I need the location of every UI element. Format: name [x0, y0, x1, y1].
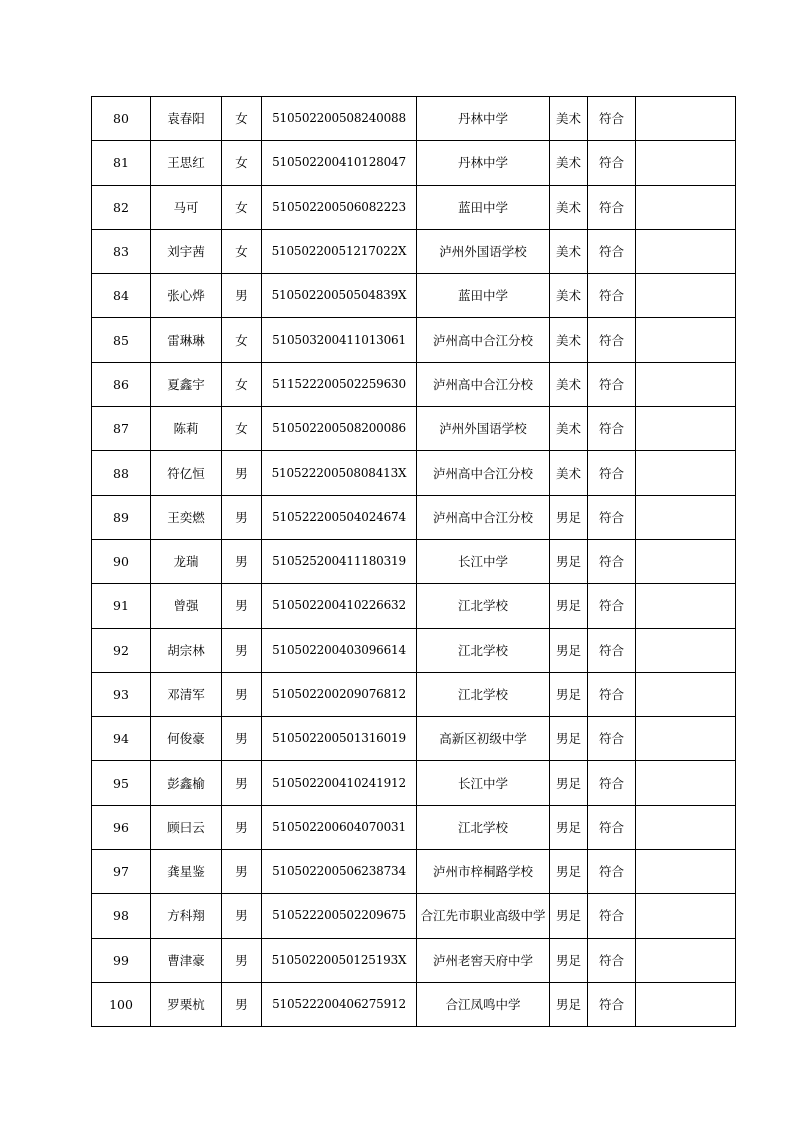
student-name-cell: 雷琳琳: [151, 318, 222, 362]
category-cell: 美术: [550, 318, 588, 362]
id-number-cell: 510502200410128047: [262, 141, 417, 185]
id-number-cell: 51052220050808413X: [262, 451, 417, 495]
id-number-cell: 510522200502209675: [262, 894, 417, 938]
category-cell: 美术: [550, 274, 588, 318]
school-name-cell: 蓝田中学: [417, 274, 550, 318]
table-row: [92, 938, 736, 982]
eligibility-result-cell: 符合: [588, 97, 636, 141]
id-number-cell: 510502200508240088: [262, 97, 417, 141]
row-number-cell: 84: [92, 274, 151, 318]
table-row: [92, 185, 736, 229]
school-name-cell: 江北学校: [417, 805, 550, 849]
gender-cell: 女: [222, 362, 262, 406]
table-row: [92, 229, 736, 273]
student-name-cell: 刘宇茜: [151, 229, 222, 273]
school-name-cell: 合江先市职业高级中学: [417, 894, 550, 938]
row-number-cell: 95: [92, 761, 151, 805]
id-number-cell: 510502200403096614: [262, 628, 417, 672]
gender-cell: 女: [222, 141, 262, 185]
remarks-cell: [636, 894, 736, 938]
remarks-cell: [636, 318, 736, 362]
student-name-cell: 何俊豪: [151, 717, 222, 761]
id-number-cell: 510522200504024674: [262, 495, 417, 539]
category-cell: 男足: [550, 761, 588, 805]
remarks-cell: [636, 274, 736, 318]
row-number-cell: 96: [92, 805, 151, 849]
row-number-cell: 89: [92, 495, 151, 539]
remarks-cell: [636, 229, 736, 273]
eligibility-result-cell: 符合: [588, 894, 636, 938]
school-name-cell: 泸州市梓桐路学校: [417, 850, 550, 894]
eligibility-result-cell: 符合: [588, 362, 636, 406]
table-row: [92, 628, 736, 672]
table-row: [92, 318, 736, 362]
school-name-cell: 长江中学: [417, 539, 550, 583]
id-number-cell: 510502200508200086: [262, 407, 417, 451]
school-name-cell: 江北学校: [417, 628, 550, 672]
eligibility-result-cell: 符合: [588, 495, 636, 539]
table-row: [92, 717, 736, 761]
row-number-cell: 88: [92, 451, 151, 495]
roster-body: [92, 97, 736, 1027]
category-cell: 美术: [550, 407, 588, 451]
category-cell: 男足: [550, 495, 588, 539]
student-name-cell: 张心烨: [151, 274, 222, 318]
school-name-cell: 泸州高中合江分校: [417, 318, 550, 362]
eligibility-result-cell: 符合: [588, 982, 636, 1026]
remarks-cell: [636, 672, 736, 716]
remarks-cell: [636, 628, 736, 672]
school-name-cell: 泸州外国语学校: [417, 229, 550, 273]
student-name-cell: 陈莉: [151, 407, 222, 451]
table-row: [92, 274, 736, 318]
eligibility-result-cell: 符合: [588, 628, 636, 672]
category-cell: 男足: [550, 539, 588, 583]
row-number-cell: 85: [92, 318, 151, 362]
eligibility-result-cell: 符合: [588, 185, 636, 229]
student-name-cell: 曾强: [151, 584, 222, 628]
category-cell: 美术: [550, 451, 588, 495]
table-row: [92, 672, 736, 716]
table-row: [92, 407, 736, 451]
gender-cell: 男: [222, 717, 262, 761]
school-name-cell: 泸州高中合江分校: [417, 495, 550, 539]
category-cell: 男足: [550, 938, 588, 982]
eligibility-result-cell: 符合: [588, 761, 636, 805]
id-number-cell: 510502200506238734: [262, 850, 417, 894]
gender-cell: 男: [222, 982, 262, 1026]
row-number-cell: 83: [92, 229, 151, 273]
id-number-cell: 51050220051217022X: [262, 229, 417, 273]
category-cell: 男足: [550, 805, 588, 849]
table-row: [92, 97, 736, 141]
category-cell: 美术: [550, 185, 588, 229]
eligibility-result-cell: 符合: [588, 805, 636, 849]
row-number-cell: 97: [92, 850, 151, 894]
student-name-cell: 符亿恒: [151, 451, 222, 495]
gender-cell: 男: [222, 274, 262, 318]
gender-cell: 男: [222, 451, 262, 495]
remarks-cell: [636, 850, 736, 894]
row-number-cell: 93: [92, 672, 151, 716]
remarks-cell: [636, 938, 736, 982]
remarks-cell: [636, 362, 736, 406]
student-name-cell: 彭鑫榆: [151, 761, 222, 805]
school-name-cell: 长江中学: [417, 761, 550, 805]
table-row: [92, 850, 736, 894]
row-number-cell: 100: [92, 982, 151, 1026]
row-number-cell: 91: [92, 584, 151, 628]
id-number-cell: 510502200209076812: [262, 672, 417, 716]
student-name-cell: 王奕燃: [151, 495, 222, 539]
id-number-cell: 510525200411180319: [262, 539, 417, 583]
school-name-cell: 高新区初级中学: [417, 717, 550, 761]
row-number-cell: 87: [92, 407, 151, 451]
student-name-cell: 夏鑫宇: [151, 362, 222, 406]
remarks-cell: [636, 539, 736, 583]
eligibility-result-cell: 符合: [588, 229, 636, 273]
id-number-cell: 511522200502259630: [262, 362, 417, 406]
gender-cell: 男: [222, 628, 262, 672]
gender-cell: 男: [222, 805, 262, 849]
row-number-cell: 92: [92, 628, 151, 672]
remarks-cell: [636, 805, 736, 849]
id-number-cell: 510502200604070031: [262, 805, 417, 849]
student-name-cell: 龙瑞: [151, 539, 222, 583]
eligibility-result-cell: 符合: [588, 407, 636, 451]
eligibility-result-cell: 符合: [588, 141, 636, 185]
eligibility-result-cell: 符合: [588, 672, 636, 716]
gender-cell: 女: [222, 318, 262, 362]
id-number-cell: 510502200501316019: [262, 717, 417, 761]
row-number-cell: 82: [92, 185, 151, 229]
student-name-cell: 方科翔: [151, 894, 222, 938]
student-name-cell: 顾曰云: [151, 805, 222, 849]
student-name-cell: 曹津豪: [151, 938, 222, 982]
eligibility-result-cell: 符合: [588, 584, 636, 628]
student-name-cell: 马可: [151, 185, 222, 229]
id-number-cell: 510502200410241912: [262, 761, 417, 805]
student-name-cell: 胡宗林: [151, 628, 222, 672]
gender-cell: 男: [222, 584, 262, 628]
category-cell: 男足: [550, 628, 588, 672]
gender-cell: 男: [222, 850, 262, 894]
row-number-cell: 86: [92, 362, 151, 406]
gender-cell: 男: [222, 938, 262, 982]
table-row: [92, 894, 736, 938]
remarks-cell: [636, 717, 736, 761]
row-number-cell: 98: [92, 894, 151, 938]
id-number-cell: 510502200506082223: [262, 185, 417, 229]
id-number-cell: 51050220050504839X: [262, 274, 417, 318]
table-row: [92, 982, 736, 1026]
student-name-cell: 邓清军: [151, 672, 222, 716]
table-row: [92, 451, 736, 495]
gender-cell: 女: [222, 407, 262, 451]
student-name-cell: 袁春阳: [151, 97, 222, 141]
remarks-cell: [636, 141, 736, 185]
category-cell: 男足: [550, 672, 588, 716]
table-row: [92, 141, 736, 185]
school-name-cell: 泸州外国语学校: [417, 407, 550, 451]
gender-cell: 女: [222, 185, 262, 229]
row-number-cell: 99: [92, 938, 151, 982]
category-cell: 男足: [550, 850, 588, 894]
remarks-cell: [636, 982, 736, 1026]
remarks-cell: [636, 584, 736, 628]
student-name-cell: 龚星鉴: [151, 850, 222, 894]
remarks-cell: [636, 185, 736, 229]
gender-cell: 男: [222, 894, 262, 938]
category-cell: 美术: [550, 229, 588, 273]
row-number-cell: 81: [92, 141, 151, 185]
id-number-cell: 510522200406275912: [262, 982, 417, 1026]
table-row: [92, 584, 736, 628]
eligibility-result-cell: 符合: [588, 318, 636, 362]
row-number-cell: 94: [92, 717, 151, 761]
school-name-cell: 蓝田中学: [417, 185, 550, 229]
school-name-cell: 泸州高中合江分校: [417, 362, 550, 406]
eligibility-result-cell: 符合: [588, 938, 636, 982]
category-cell: 美术: [550, 97, 588, 141]
category-cell: 男足: [550, 982, 588, 1026]
school-name-cell: 泸州高中合江分校: [417, 451, 550, 495]
category-cell: 男足: [550, 584, 588, 628]
gender-cell: 女: [222, 229, 262, 273]
remarks-cell: [636, 761, 736, 805]
gender-cell: 男: [222, 761, 262, 805]
remarks-cell: [636, 407, 736, 451]
student-name-cell: 罗栗杭: [151, 982, 222, 1026]
school-name-cell: 江北学校: [417, 584, 550, 628]
student-name-cell: 王思红: [151, 141, 222, 185]
roster-table: [91, 96, 736, 1027]
gender-cell: 女: [222, 97, 262, 141]
table-row: [92, 539, 736, 583]
category-cell: 男足: [550, 894, 588, 938]
id-number-cell: 51050220050125193X: [262, 938, 417, 982]
remarks-cell: [636, 495, 736, 539]
eligibility-result-cell: 符合: [588, 451, 636, 495]
eligibility-result-cell: 符合: [588, 274, 636, 318]
id-number-cell: 510503200411013061: [262, 318, 417, 362]
school-name-cell: 泸州老窖天府中学: [417, 938, 550, 982]
remarks-cell: [636, 451, 736, 495]
school-name-cell: 丹林中学: [417, 141, 550, 185]
table-row: [92, 761, 736, 805]
row-number-cell: 90: [92, 539, 151, 583]
eligibility-result-cell: 符合: [588, 850, 636, 894]
school-name-cell: 丹林中学: [417, 97, 550, 141]
table-row: [92, 362, 736, 406]
eligibility-result-cell: 符合: [588, 717, 636, 761]
category-cell: 美术: [550, 141, 588, 185]
eligibility-result-cell: 符合: [588, 539, 636, 583]
category-cell: 男足: [550, 717, 588, 761]
category-cell: 美术: [550, 362, 588, 406]
school-name-cell: 合江凤鸣中学: [417, 982, 550, 1026]
table-row: [92, 805, 736, 849]
row-number-cell: 80: [92, 97, 151, 141]
remarks-cell: [636, 97, 736, 141]
school-name-cell: 江北学校: [417, 672, 550, 716]
gender-cell: 男: [222, 495, 262, 539]
id-number-cell: 510502200410226632: [262, 584, 417, 628]
gender-cell: 男: [222, 539, 262, 583]
table-row: [92, 495, 736, 539]
gender-cell: 男: [222, 672, 262, 716]
